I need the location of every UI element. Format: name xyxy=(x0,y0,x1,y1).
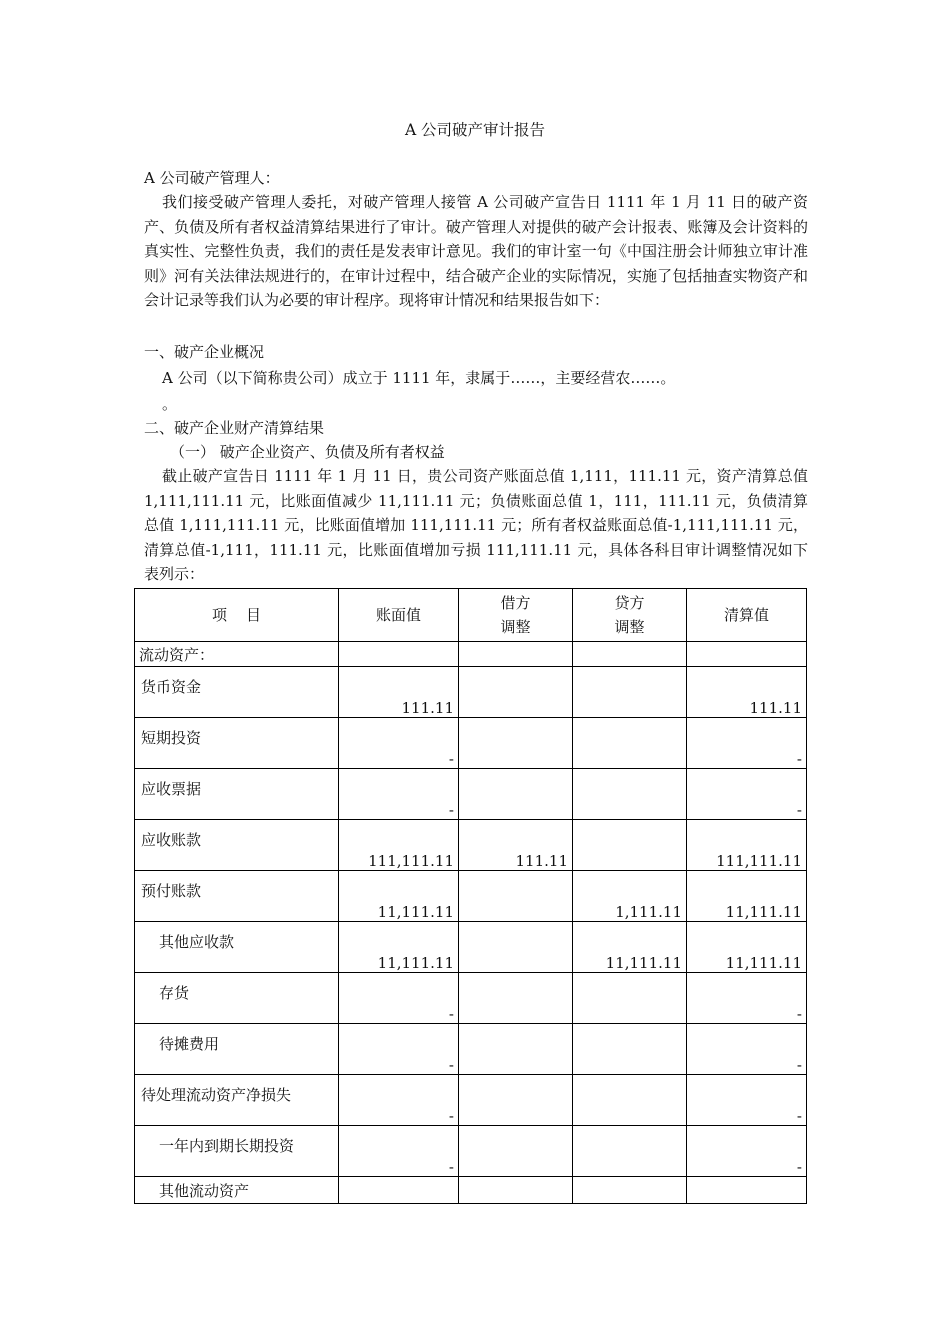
row-label: 应收账款 xyxy=(141,831,202,849)
row-debit: 111.11 xyxy=(515,852,568,870)
table-row xyxy=(135,820,807,871)
row-label: 一年内到期长期投资 xyxy=(159,1137,295,1155)
header-item: 项 目 xyxy=(135,589,339,642)
row-book-value: - xyxy=(448,1056,454,1074)
header-credit-line2: 调整 xyxy=(614,618,645,636)
table-row xyxy=(135,922,807,973)
intro-paragraph: 我们接受破产管理人委托，对破产管理人接管 A 公司破产宣告日 1111 年 1 月 11 日的破产资产、负债及所有者权益清算结果进行了审计。破产管理人对提供的破产会计报表、账簿及会计资料的真实性、完整性负责，我们的责任是发表审计意见。我们的审计室一句《中国注册会计师独立审计准则》河有关法律法规进行的，在审计过程中，结合破产企业的实际情况，实施了包括抽查实物资产和会计记录等我们认为必要的审计程序。现将审计情况和结果报告如下： xyxy=(144,193,808,309)
header-liquidation-value: 清算值 xyxy=(687,589,807,642)
row-liquidation-value: - xyxy=(796,1107,802,1125)
section1-dot: 。 xyxy=(162,395,178,413)
audit-adjustment-table xyxy=(134,588,807,1204)
table-row xyxy=(135,718,807,769)
row-label: 待摊费用 xyxy=(159,1035,220,1053)
row-book-value: - xyxy=(448,750,454,768)
row-label: 应收票据 xyxy=(141,780,202,798)
report-title: A 公司破产审计报告 xyxy=(404,121,546,139)
row-label: 货币资金 xyxy=(141,678,202,696)
section2-heading: 二、破产企业财产清算结果 xyxy=(144,419,325,437)
table-row xyxy=(135,973,807,1024)
table-row-last xyxy=(135,1177,807,1204)
row-label: 预付账款 xyxy=(141,882,202,900)
row-label: 待处理流动资产净损失 xyxy=(141,1086,292,1104)
section-row xyxy=(135,642,807,667)
header-book-value: 账面值 xyxy=(339,589,459,642)
row-liquidation-value: - xyxy=(796,1056,802,1074)
row-liquidation-value: - xyxy=(796,801,802,819)
header-debit xyxy=(459,589,573,642)
row-liquidation-value: 11,111.11 xyxy=(725,954,802,972)
row-credit: 1,111.11 xyxy=(615,903,682,921)
table-header-row xyxy=(135,589,807,642)
header-debit-line1: 借方 xyxy=(500,594,531,612)
table-row xyxy=(135,1024,807,1075)
row-book-value: - xyxy=(448,801,454,819)
section1-text: A 公司（以下简称贵公司）成立于 1111 年，隶属于……，主要经营农……。 xyxy=(162,369,676,387)
header-credit xyxy=(573,589,687,642)
section1-heading: 一、破产企业概况 xyxy=(144,343,265,361)
row-label: 存货 xyxy=(159,984,190,1002)
table-row xyxy=(135,1075,807,1126)
row-label: 短期投资 xyxy=(141,729,202,747)
row-liquidation-value: 111.11 xyxy=(749,699,802,717)
row-liquidation-value: - xyxy=(796,1005,802,1023)
table-row xyxy=(135,1126,807,1177)
row-book-value: 11,111.11 xyxy=(377,903,454,921)
subsection1-heading: （一） 破产企业资产、负债及所有者权益 xyxy=(170,443,445,461)
row-liquidation-value: 111,111.11 xyxy=(716,852,802,870)
row-label: 其他流动资产 xyxy=(159,1181,250,1200)
table-row xyxy=(135,769,807,820)
addressee: A 公司破产管理人： xyxy=(144,169,280,187)
row-credit: 11,111.11 xyxy=(605,954,682,972)
header-credit-line1: 贷方 xyxy=(614,594,645,612)
row-book-value: 111,111.11 xyxy=(368,852,454,870)
row-book-value: - xyxy=(448,1158,454,1176)
section-label: 流动资产： xyxy=(135,642,339,667)
subsection1-paragraph: 截止破产宣告日 1111 年 1 月 11 日，贵公司资产账面总值 1,111，111.11 元，资产清算总值 1,111,111.11 元，比账面值减少 11,111.11 元；负债账面总值 1，111，111.11 元，负债清算总值 1,111,111.11 元，比账面值增加 111,111.11 元；所有者权益账面总值-1,111,111.11 元，清算总值-1,111，111.11 元，比账面值增加亏损 111,111.11 元，具体各科目审计调整情况如下表列示： xyxy=(144,467,808,583)
table-row xyxy=(135,667,807,718)
row-book-value: - xyxy=(448,1107,454,1125)
row-liquidation-value: - xyxy=(796,750,802,768)
row-book-value: 111.11 xyxy=(401,699,454,717)
table-row xyxy=(135,871,807,922)
row-label: 其他应收款 xyxy=(159,933,235,951)
header-debit-line2: 调整 xyxy=(500,618,531,636)
row-liquidation-value: - xyxy=(796,1158,802,1176)
row-liquidation-value: 11,111.11 xyxy=(725,903,802,921)
row-book-value: 11,111.11 xyxy=(377,954,454,972)
row-book-value: - xyxy=(448,1005,454,1023)
